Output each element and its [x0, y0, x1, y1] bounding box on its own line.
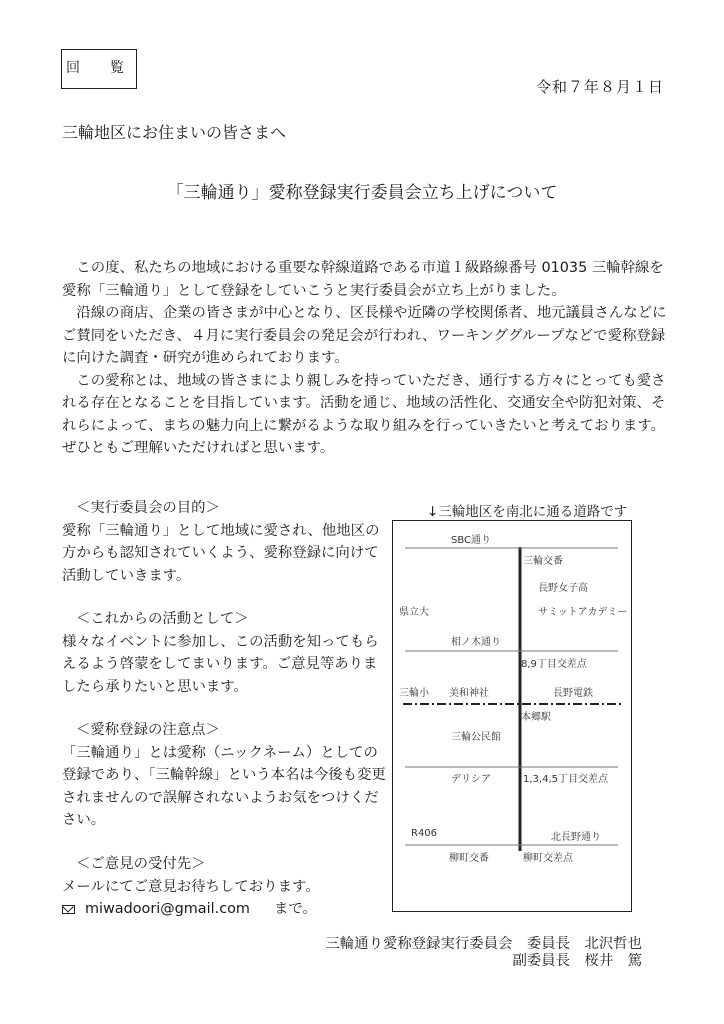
- section-text: メールにてご意見お待ちしております。: [62, 878, 320, 895]
- document-date: 令和７年８月１日: [535, 78, 664, 96]
- map-label-yanagimachi-koban: 柳町交番: [449, 853, 489, 864]
- section-text: 様々なイベントに参加し、この活動を知ってもらえるよう啓蒙をしてまいります。ご意見等ありましたら承りたいと思います。: [62, 633, 379, 695]
- map-label-yanagimachi-cross: 柳町交差点: [523, 853, 573, 864]
- section-contact: [62, 853, 387, 921]
- section-purpose: [62, 497, 387, 587]
- email-address[interactable]: miwadoori@gmail.com: [85, 901, 250, 917]
- body-paragraph: 沿線の商店、企業の皆さまが中心となり、区長様や近隣の学校関係者、地元議員さんなどにご賛同をいただき、４月に実行委員会の発足会が行われ、ワーキンググループなどで愛称登録に向けた調査・研究が進められております。: [62, 305, 667, 366]
- map-label-cross-1345: 1,3,4,5丁目交差点: [523, 774, 608, 785]
- section-heading: ＜これからの活動として＞: [76, 611, 249, 627]
- map-label-miwa-koban: 三輪交番: [523, 556, 563, 567]
- map-label-hongo-station: 本郷駅: [521, 712, 551, 723]
- map-label-summit: サミットアカデミー: [538, 607, 628, 618]
- map-label-miwa-jinja: 美和神社: [449, 688, 489, 699]
- map-label-nagano-girls: 長野女子高: [538, 583, 588, 594]
- document-title: 「三輪通り」愛称登録実行委員会立ち上げについて: [166, 183, 558, 203]
- map-label-sbc: SBC通り: [451, 535, 492, 546]
- map-label-ainoki: 相ノ木通り: [451, 637, 501, 648]
- map-caption: ↓三輪地区を南北に通る道路です: [427, 504, 628, 520]
- circulation-box: 回 覧: [61, 49, 137, 89]
- email-suffix: まで。: [273, 901, 317, 917]
- road-map-lines: [393, 521, 630, 910]
- section-activities: [62, 608, 387, 698]
- body-paragraph: この度、私たちの地域における重要な幹線道路である市道１級路線番号 01035 三輪幹線を愛称「三輪通り」として登録をしていこうと実行委員会が立ち上がりました。: [62, 260, 664, 299]
- map-label-kouminkan: 三輪公民館: [451, 732, 501, 743]
- map-label-cross-89: 8,9丁目交差点: [521, 659, 587, 670]
- map-label-nagano-dentetsu: 長野電鉄: [553, 688, 593, 699]
- section-notes: [62, 719, 387, 832]
- map-label-miwa-sho: 三輪小: [399, 688, 429, 699]
- road-map: [392, 520, 632, 912]
- section-text: 愛称「三輪通り」として地域に愛され、他地区の方からも認知されていくよう、愛称登録に向けて活動していきます。: [62, 522, 380, 584]
- section-heading: ＜実行委員会の目的＞: [76, 500, 220, 516]
- body-text: [62, 257, 668, 460]
- section-text: 「三輪通り」とは愛称（ニックネーム）としての登録であり、「三輪幹線」という本名は今後も変更されませんので誤解されないようお気をつけください。: [62, 744, 386, 828]
- signature-vice-chair: 副委員長 桜井 篤: [512, 953, 642, 969]
- section-heading: ＜ご意見の受付先＞: [76, 856, 206, 872]
- map-label-delicia: デリシア: [451, 774, 491, 785]
- map-label-kenritsu: 県立大: [399, 607, 429, 618]
- mail-icon: [62, 905, 75, 914]
- map-label-kitanagano-dori: 北長野通り: [551, 832, 601, 843]
- addressee: 三輪地区にお住まいの皆さまへ: [62, 123, 287, 142]
- body-paragraph: この愛称とは、地域の皆さまにより親しみを持っていただき、通行する方々にとっても愛される存在となることを目指しています。活動を通じ、地域の活性化、交通安全や防犯対策、それらによって、まちの魅力向上に繋がるような取り組みを行っていきたいと考えております。ぜひともご理解いただければと思います。: [62, 372, 666, 456]
- section-heading: ＜愛称登録の注意点＞: [76, 722, 220, 738]
- map-label-r406: R406: [411, 828, 438, 839]
- email-row: [62, 898, 387, 921]
- signature-chair: 三輪通り愛称登録実行委員会 委員長 北沢哲也: [325, 936, 642, 952]
